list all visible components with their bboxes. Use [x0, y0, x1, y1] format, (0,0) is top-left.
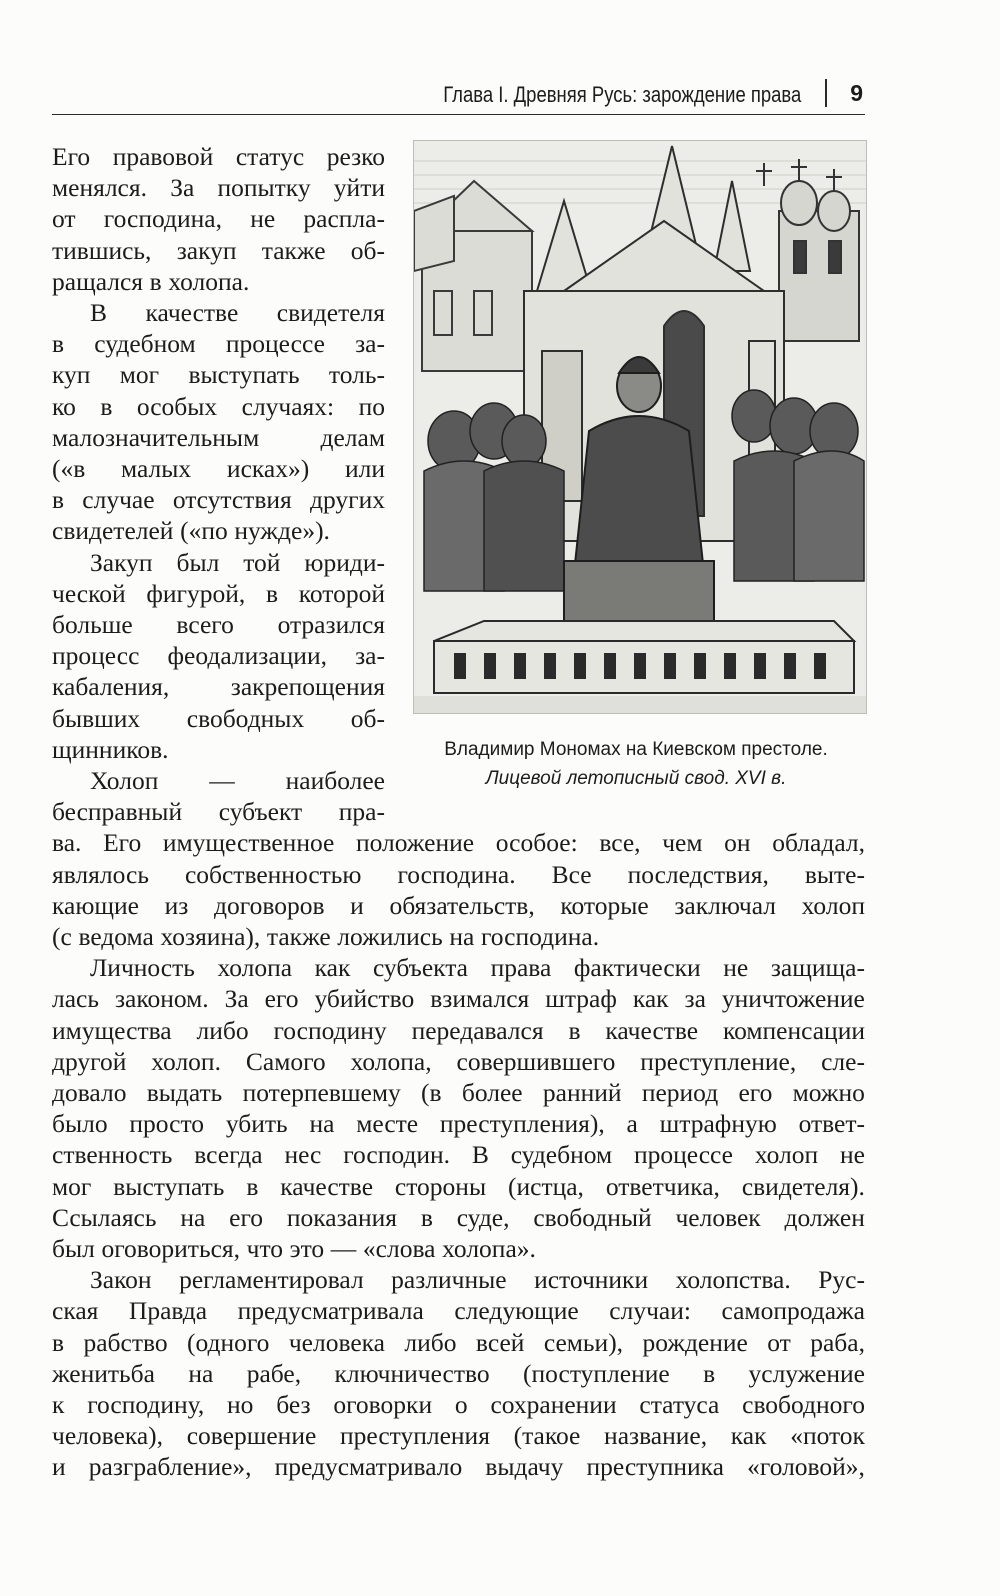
text-line: и разграбление», предусматривало выдачу преступника «головой»,: [52, 1452, 865, 1482]
text-line: менялся. За попытку уйти: [52, 173, 385, 203]
caption-title: Владимир Мономах на Киевском престоле.: [444, 739, 828, 760]
text-line: малозначительным делам: [52, 422, 385, 452]
text-line: больше всего отразился: [52, 610, 385, 639]
text-line: был оговориться, что это — «слова холопа».: [52, 1234, 536, 1263]
running-header: [52, 74, 865, 115]
text-line: ческой фигурой, в которой: [52, 578, 385, 608]
text-line: бывших свободных об-: [52, 703, 385, 733]
text-line: (с ведома хозяина), также ложились на господина.: [52, 922, 600, 951]
text-line: бесправный субъект пра-: [52, 797, 385, 827]
figure-caption: [405, 735, 867, 793]
text-line: довало выдать потерпевшему (в более ранний период его можно: [52, 1078, 865, 1107]
text-line: свидетелей («по нужде»).: [52, 516, 330, 546]
header-divider: [825, 79, 827, 107]
text-line: Закуп был той юриди-: [90, 547, 385, 577]
text-line: Закон регламентировал различные источники холопства. Рус-: [90, 1265, 865, 1295]
text-line: В качестве свидетеля: [90, 298, 385, 327]
text-line: процесс феодализации, за-: [52, 641, 385, 671]
text-line: женитьба на рабе, ключничество (поступление в услужение: [52, 1358, 865, 1388]
text-line: Ссылаясь на его показания в суде, свободный человек должен: [52, 1202, 865, 1232]
text-line: ращался в холопа.: [52, 266, 250, 296]
text-line: тившись, закуп также об-: [52, 235, 385, 265]
caption-source: Лицевой летописный свод. XVI в.: [485, 768, 787, 789]
text-line: являлось собственностью господина. Все последствия, выте-: [52, 859, 865, 889]
text-line: щинников.: [52, 734, 169, 764]
text-line: в случае отсутствия других: [52, 485, 385, 515]
text-line: кающие из договоров и обязательств, которые заключал холоп: [52, 890, 865, 920]
text-line: в судебном процессе за-: [52, 329, 385, 359]
text-line: ва. Его имущественное положение особое: все, чем он обладал,: [52, 828, 865, 858]
chapter-title: Глава I. Древняя Русь: зарождение права: [442, 82, 801, 107]
text-line: человека), совершение преступления (такое название, как «поток: [52, 1421, 865, 1451]
text-line: было просто убить на месте преступления), а штрафную ответ-: [52, 1109, 865, 1139]
text-line: имущества либо господину передавался в качестве компенсации: [52, 1015, 865, 1045]
text-line: мог выступать в качестве стороны (истца, ответчика, свидетеля).: [52, 1171, 865, 1201]
text-line: Холоп — наиболее: [90, 766, 385, 795]
text-line: куп мог выступать толь-: [52, 360, 385, 390]
miniature-illustration: [413, 140, 867, 714]
text-line: лась законом. За его убийство взимался штраф как за уничтожение: [52, 984, 865, 1014]
text-line: Его правовой статус резко: [52, 142, 385, 171]
text-line: ко в особых случаях: по: [52, 391, 385, 421]
page-number: 9: [850, 80, 863, 106]
text-line: кабаления, закрепощения: [52, 672, 385, 702]
text-line: («в малых исках») или: [52, 454, 385, 483]
text-line: от господина, не распла-: [52, 204, 385, 234]
text-line: Личность холопа как субъекта права фактически не защища-: [90, 953, 865, 983]
text-line: другой холоп. Самого холопа, совершившего преступление, сле-: [52, 1046, 865, 1076]
text-line: в рабство (одного человека либо всей семьи), рождение от раба,: [52, 1327, 865, 1357]
text-line: ская Правда предусматривала следующие случаи: самопродажа: [52, 1296, 865, 1326]
text-line: к господину, но без оговорки о сохранении статуса свободного: [52, 1390, 865, 1419]
text-line: ственность всегда нес господин. В судебном процессе холоп не: [52, 1140, 865, 1170]
miniature-engraving: [414, 141, 866, 713]
